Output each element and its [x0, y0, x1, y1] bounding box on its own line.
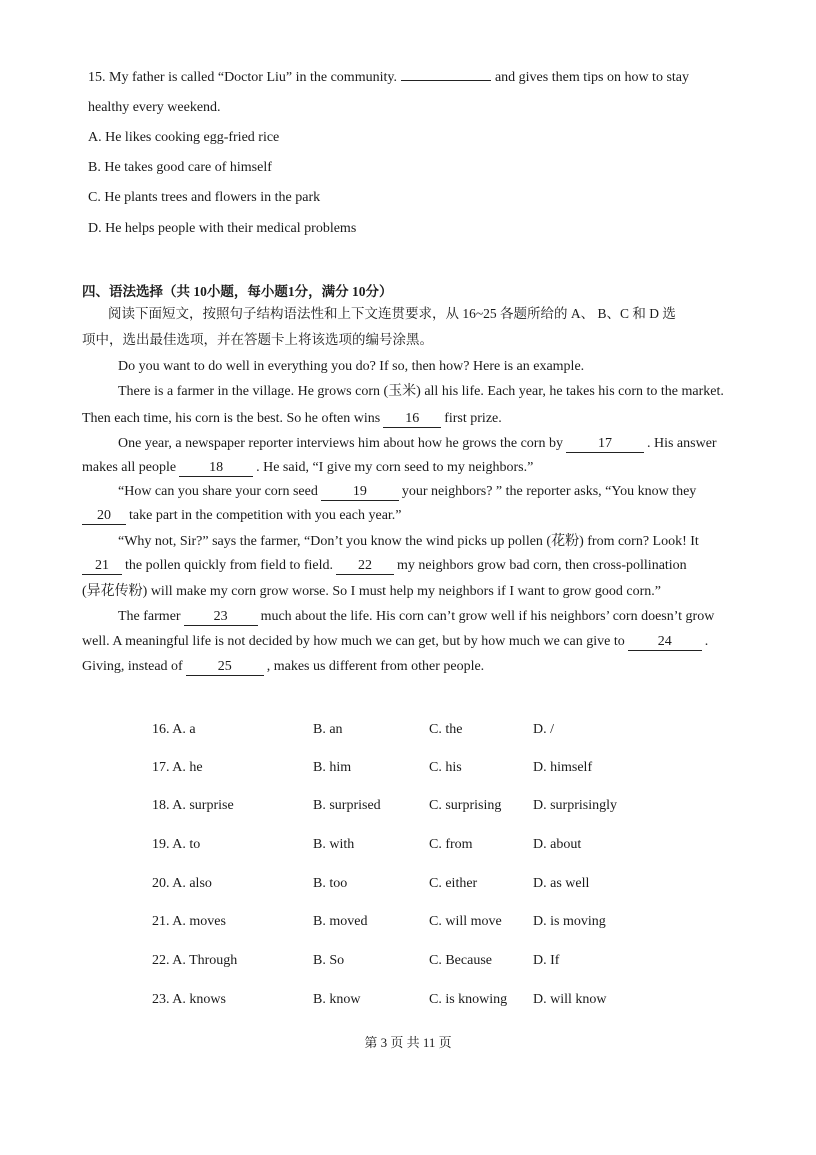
- passage-paragraph-5-line1: “Why not, Sir?” says the farmer, “Don’t you know the wind picks up pollen (花粉) from corn? Look! It: [118, 534, 699, 549]
- q15-stem-after: and gives them tips on how to stay: [494, 70, 689, 85]
- blank-22: 22: [336, 558, 394, 575]
- blank-20: 20: [82, 508, 126, 525]
- blank-24: 24: [628, 634, 702, 651]
- q15-stem-continued: healthy every weekend.: [88, 100, 221, 115]
- q15-option-c: C. He plants trees and flowers in the park: [88, 190, 321, 205]
- option-d: D. himself: [533, 760, 593, 775]
- option-a: 22. A. Through: [152, 953, 238, 968]
- option-c: C. either: [429, 876, 478, 891]
- options-row-18: [0, 798, 816, 818]
- passage-text: Then each time, his corn is the best. So he often wins: [82, 411, 381, 426]
- passage-paragraph-2-line2: [82, 410, 502, 428]
- passage-text: much about the life. His corn can’t grow well if his neighbors’ corn doesn’t grow: [260, 609, 715, 624]
- passage-text: . His answer: [646, 436, 717, 451]
- passage-text: , makes us different from other people.: [266, 659, 485, 674]
- blank-17: 17: [566, 436, 644, 453]
- options-row-16: [0, 722, 816, 742]
- options-row-23: [0, 992, 816, 1012]
- option-d: D. as well: [533, 876, 590, 891]
- blank-18: 18: [179, 460, 253, 477]
- passage-text: my neighbors grow bad corn, then cross-pollination: [397, 558, 687, 573]
- section-instructions-line2: 项中，选出最佳选项，并在答题卡上将该选项的编号涂黑。: [82, 332, 433, 347]
- option-c: C. is knowing: [429, 992, 508, 1007]
- blank-25: 25: [186, 659, 264, 676]
- option-a: 23. A. knows: [152, 992, 226, 1007]
- passage-paragraph-1: Do you want to do well in everything you do? If so, then how? Here is an example.: [118, 359, 585, 374]
- passage-paragraph-6-line2: [82, 633, 708, 651]
- passage-paragraph-6-line1: [118, 608, 714, 626]
- section-title: 四、语法选择（共 10小题，每小题1分，满分 10分）: [82, 284, 393, 299]
- option-d: D. is moving: [533, 914, 606, 929]
- section-instructions-line1: 阅读下面短文，按照句子结构语法性和上下文连贯要求，从 16~25 各题所给的 A、 B、C 和 D 选: [108, 306, 676, 321]
- passage-text: well. A meaningful life is not decided by how much we can get, but by how much we can give to: [82, 634, 625, 649]
- option-c: C. Because: [429, 953, 492, 968]
- options-row-22: [0, 953, 816, 973]
- option-b: B. moved: [313, 914, 368, 929]
- passage-paragraph-5-line2: [82, 557, 687, 575]
- passage-text: .: [704, 634, 709, 649]
- option-a: 20. A. also: [152, 876, 212, 891]
- options-row-21: [0, 914, 816, 934]
- option-a: 17. A. he: [152, 760, 203, 775]
- option-c: C. the: [429, 722, 463, 737]
- option-b: B. with: [313, 837, 355, 852]
- q15-option-d: D. He helps people with their medical problems: [88, 221, 357, 236]
- option-b: B. an: [313, 722, 343, 737]
- passage-text: your neighbors? ” the reporter asks, “You know they: [401, 484, 697, 499]
- passage-text: Giving, instead of: [82, 659, 183, 674]
- q15-blank: [401, 68, 491, 81]
- option-d: D. about: [533, 837, 582, 852]
- passage-paragraph-4-line2: [82, 507, 402, 525]
- option-c: C. his: [429, 760, 462, 775]
- q15-option-b: B. He takes good care of himself: [88, 160, 272, 175]
- options-row-17: [0, 760, 816, 780]
- page-footer: 第 3 页 共 11 页: [364, 1035, 452, 1050]
- option-a: 18. A. surprise: [152, 798, 234, 813]
- passage-paragraph-2-line1: There is a farmer in the village. He grows corn (玉米) all his life. Each year, he takes his corn to the market.: [118, 384, 724, 399]
- passage-text: take part in the competition with you each year.”: [129, 508, 402, 523]
- option-b: B. surprised: [313, 798, 381, 813]
- options-row-19: [0, 837, 816, 857]
- q15-stem-before: 15. My father is called “Doctor Liu” in the community.: [88, 70, 397, 85]
- option-a: 21. A. moves: [152, 914, 226, 929]
- blank-16: 16: [383, 411, 441, 428]
- option-a: 19. A. to: [152, 837, 201, 852]
- blank-23: 23: [184, 609, 258, 626]
- option-d: D. /: [533, 722, 554, 737]
- options-row-20: [0, 876, 816, 896]
- passage-text: One year, a newspaper reporter interviews him about how he grows the corn by: [118, 436, 563, 451]
- passage-text: first prize.: [444, 411, 502, 426]
- option-b: B. know: [313, 992, 361, 1007]
- option-c: C. from: [429, 837, 473, 852]
- blank-21: 21: [82, 558, 122, 575]
- option-c: C. will move: [429, 914, 502, 929]
- q15-stem: [88, 68, 689, 87]
- option-d: D. If: [533, 953, 560, 968]
- passage-paragraph-3-line2: [82, 459, 533, 477]
- passage-paragraph-5-line3: (异花传粉) will make my corn grow worse. So I must help my neighbors if I want to grow good corn.”: [82, 584, 661, 599]
- option-b: B. too: [313, 876, 348, 891]
- option-b: B. him: [313, 760, 352, 775]
- passage-paragraph-6-line3: [82, 658, 484, 676]
- passage-text: “How can you share your corn seed: [118, 484, 318, 499]
- passage-text: makes all people: [82, 460, 177, 475]
- option-b: B. So: [313, 953, 345, 968]
- option-c: C. surprising: [429, 798, 502, 813]
- passage-text: The farmer: [118, 609, 181, 624]
- option-a: 16. A. a: [152, 722, 196, 737]
- q15-option-a: A. He likes cooking egg-fried rice: [88, 130, 280, 145]
- option-d: D. surprisingly: [533, 798, 617, 813]
- passage-text: the pollen quickly from field to field.: [125, 558, 334, 573]
- option-d: D. will know: [533, 992, 607, 1007]
- passage-paragraph-4-line1: [118, 483, 696, 501]
- passage-text: . He said, “I give my corn seed to my neighbors.”: [256, 460, 534, 475]
- blank-19: 19: [321, 484, 399, 501]
- passage-paragraph-3-line1: [118, 435, 717, 453]
